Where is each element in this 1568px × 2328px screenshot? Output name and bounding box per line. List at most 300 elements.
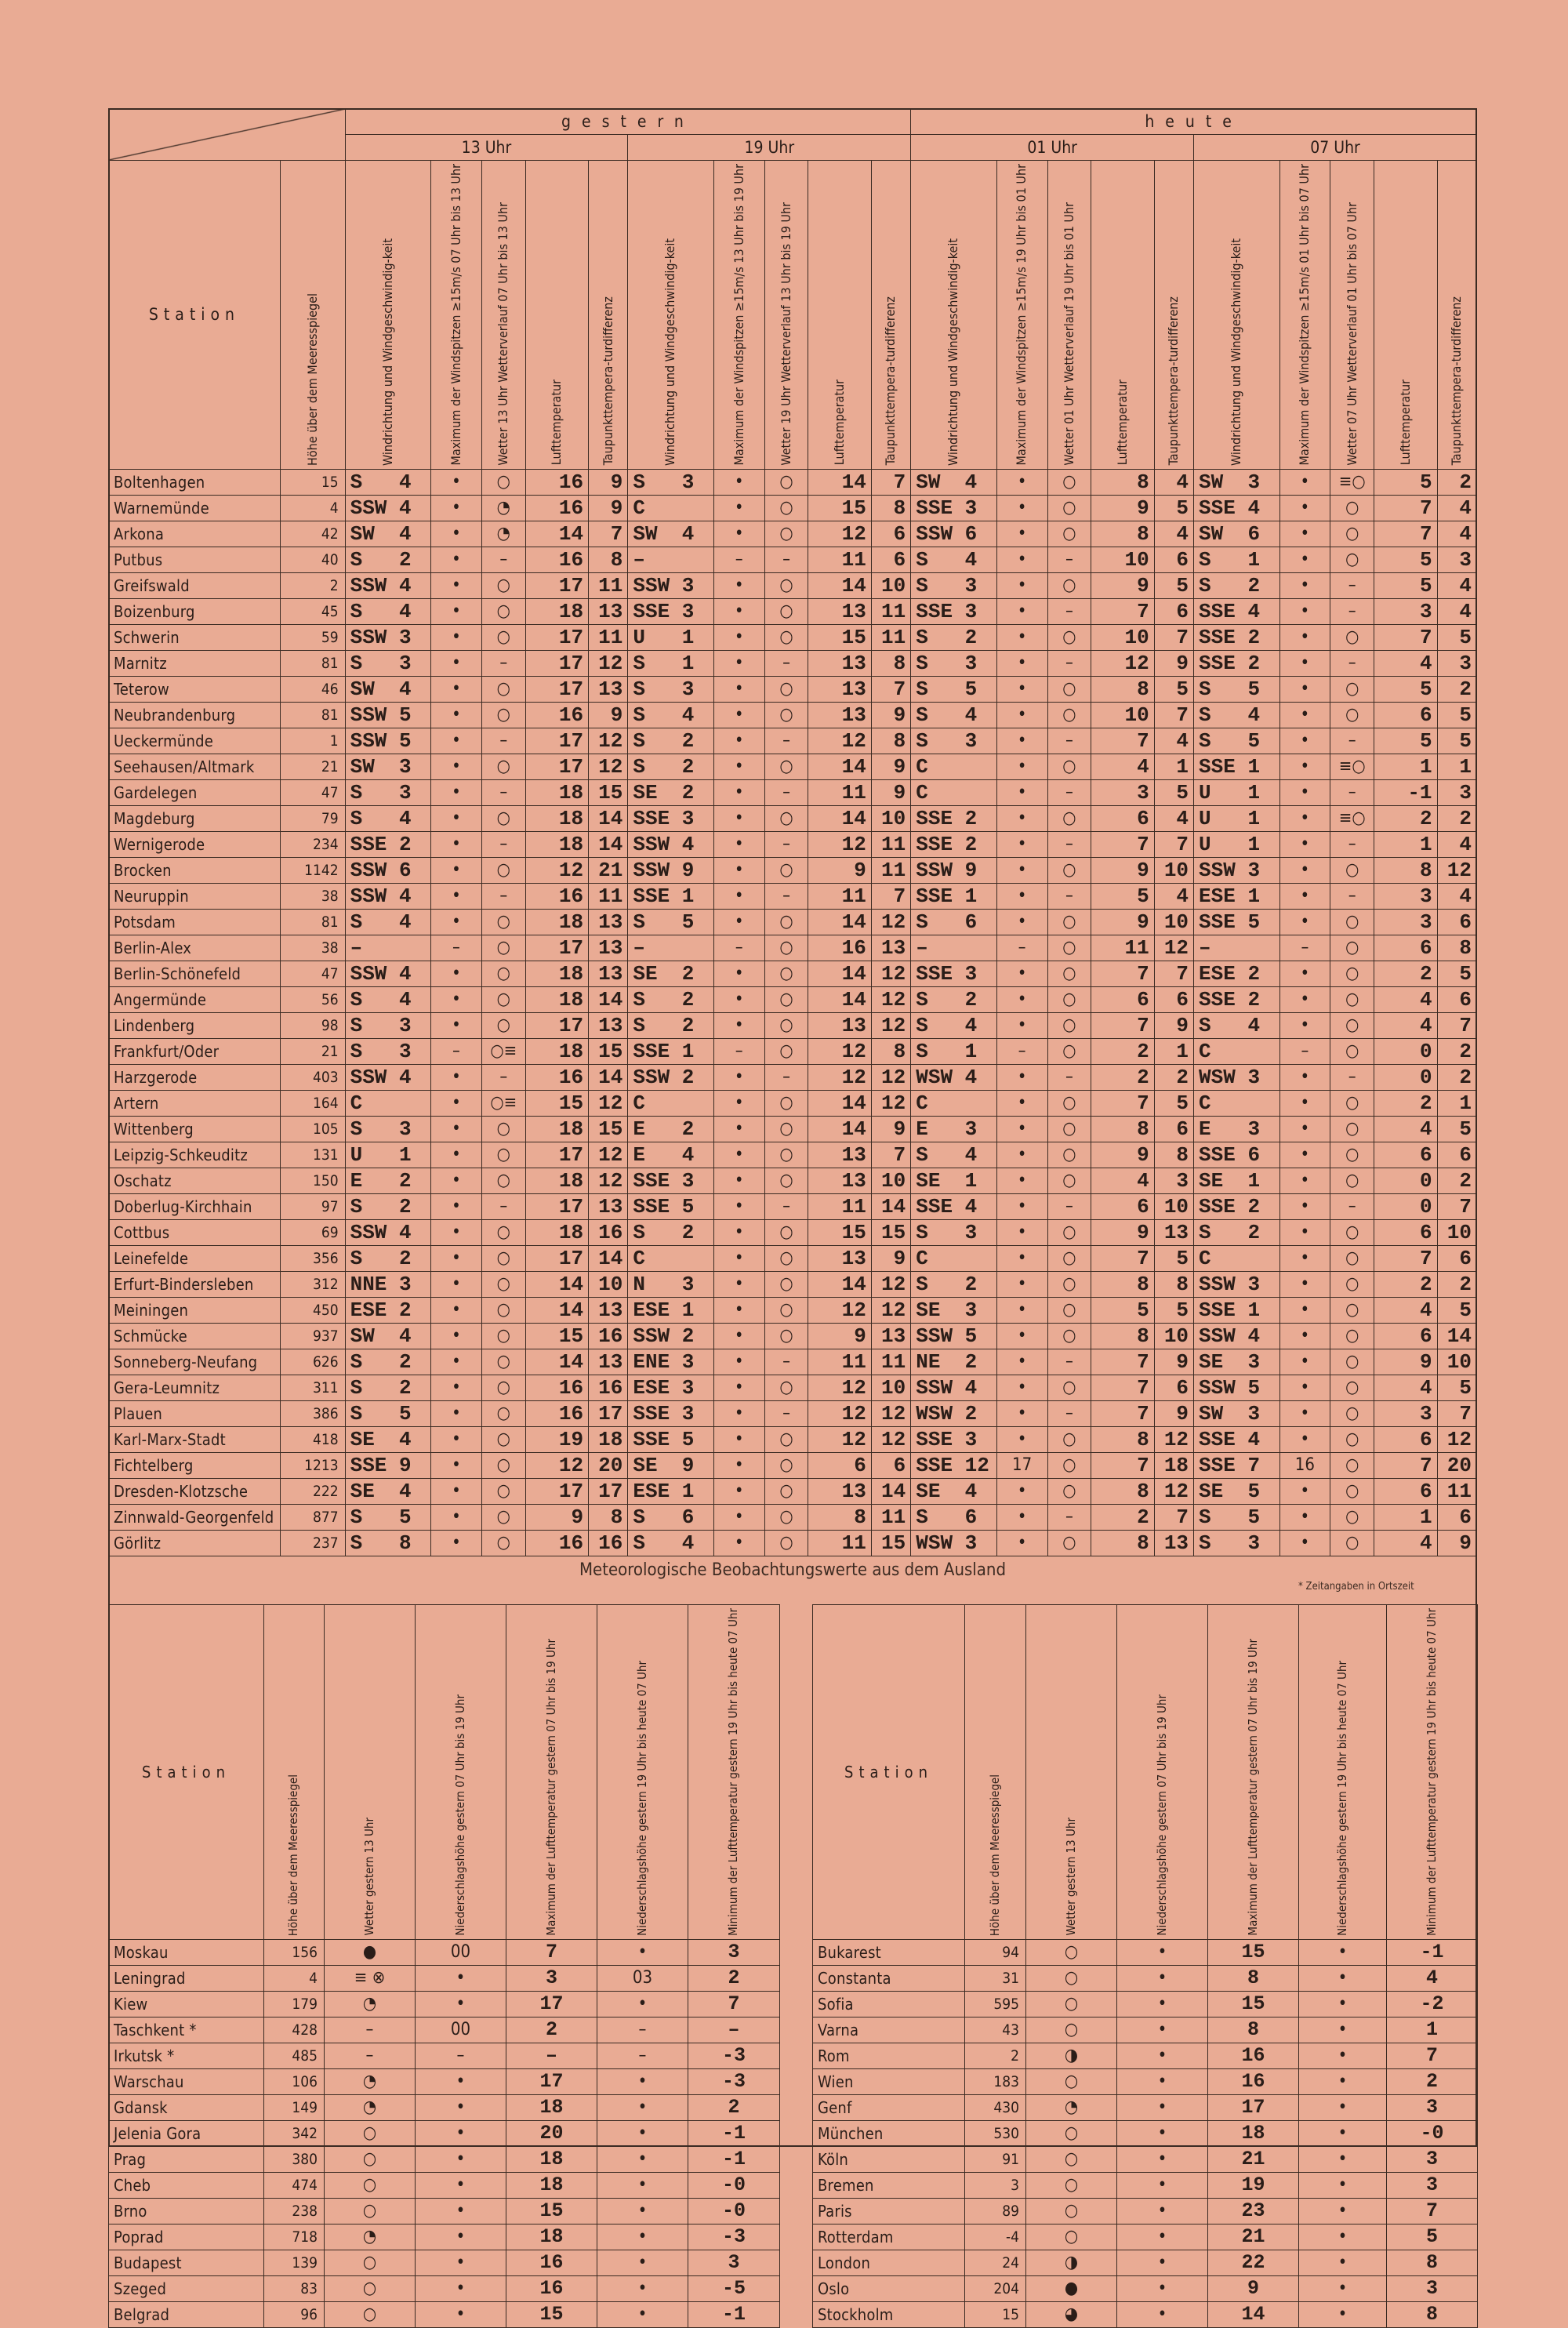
obs-cell: SSE 1 — [628, 883, 713, 909]
obs-cell: ○ — [1330, 676, 1374, 702]
obs-cell: SE 1 — [1194, 1168, 1279, 1193]
obs-cell: 5 — [1374, 469, 1437, 495]
obs-cell: 12 — [871, 1426, 910, 1452]
obs-cell: • — [431, 779, 482, 805]
obs-cell: ○ — [1330, 1504, 1374, 1530]
table-row — [109, 1400, 1477, 1426]
obs-cell: S 4 — [345, 469, 430, 495]
obs-cell: • — [996, 1530, 1047, 1556]
obs-cell: • — [1299, 2146, 1387, 2172]
obs-cell: 4 — [1374, 1297, 1437, 1323]
obs-cell: ○ — [1330, 1426, 1374, 1452]
obs-cell: ○ — [1047, 1245, 1091, 1271]
col-header-cols19-2: Wetter 19 Uhr Wetterverlauf 13 Uhr bis 19 Uhr — [764, 161, 808, 470]
obs-cell: SSW 5 — [345, 702, 430, 728]
obs-cell: • — [1279, 961, 1330, 986]
obs-cell: 13 — [808, 1245, 871, 1271]
station-height: 2 — [280, 572, 345, 598]
obs-cell: 10 — [1437, 1219, 1476, 1245]
obs-cell: ○ — [481, 805, 525, 831]
station-height: 15 — [280, 469, 345, 495]
obs-cell: C — [628, 1090, 713, 1116]
obs-cell: S 5 — [1194, 1504, 1279, 1530]
obs-cell: • — [713, 1323, 764, 1349]
obs-cell: • — [713, 495, 764, 521]
obs-cell: 13 — [808, 1168, 871, 1193]
obs-cell: – — [1047, 831, 1091, 857]
table-row — [813, 2120, 1478, 2146]
obs-cell: – — [1047, 1349, 1091, 1375]
obs-cell: 12 — [808, 1038, 871, 1064]
station-height: 222 — [280, 1478, 345, 1504]
station-height: 380 — [264, 2146, 325, 2172]
obs-cell: – — [1330, 728, 1374, 754]
time-01-uhr: 01 Uhr — [911, 135, 1194, 161]
obs-cell: 10 — [1091, 702, 1154, 728]
obs-cell: 8 — [1091, 1478, 1154, 1504]
obs-cell: SSW 4 — [345, 1219, 430, 1245]
obs-cell: • — [416, 2198, 506, 2224]
obs-cell: 1 — [1374, 831, 1437, 857]
obs-cell: • — [996, 624, 1047, 650]
obs-cell: • — [597, 2224, 688, 2250]
obs-cell: 13 — [589, 909, 628, 935]
obs-cell: 8 — [589, 1504, 628, 1530]
obs-cell: 10 — [871, 1168, 910, 1193]
obs-cell: ○ — [1047, 857, 1091, 883]
obs-cell: 13 — [808, 1012, 871, 1038]
obs-cell: C — [345, 1090, 430, 1116]
obs-cell: ◔ — [325, 2094, 416, 2120]
obs-cell: 12 — [871, 1064, 910, 1090]
obs-cell: U 1 — [345, 1142, 430, 1168]
obs-cell: 5 — [1387, 2224, 1478, 2250]
station-height: 626 — [280, 1349, 345, 1375]
obs-cell: – — [1330, 650, 1374, 676]
obs-cell: 16 — [525, 495, 588, 521]
obs-cell: 6 — [871, 521, 910, 547]
obs-cell: SSW 4 — [345, 1064, 430, 1090]
obs-cell: 18 — [506, 2146, 597, 2172]
obs-cell: – — [481, 831, 525, 857]
obs-cell: ○ — [1330, 1452, 1374, 1478]
table-row — [109, 986, 1477, 1012]
obs-cell: ○ — [481, 754, 525, 779]
obs-cell: 8 — [1091, 1530, 1154, 1556]
station-name: Artern — [109, 1090, 281, 1116]
obs-cell: SSW 3 — [1194, 857, 1279, 883]
obs-cell: 13 — [871, 1323, 910, 1349]
obs-cell: C — [911, 779, 996, 805]
obs-cell: S 4 — [911, 547, 996, 572]
station-name: Erfurt-Bindersleben — [109, 1271, 281, 1297]
obs-cell: ○ — [764, 805, 808, 831]
obs-cell: 7 — [1387, 2198, 1478, 2224]
obs-cell: 3 — [1374, 883, 1437, 909]
obs-cell: S 3 — [345, 779, 430, 805]
obs-cell: ◔ — [325, 1991, 416, 2017]
obs-cell: 17 — [525, 1478, 588, 1504]
obs-cell: 4 — [1374, 650, 1437, 676]
obs-cell: ○ — [1047, 624, 1091, 650]
obs-cell: 8 — [1091, 1116, 1154, 1142]
obs-cell: ○ — [481, 1426, 525, 1452]
obs-cell: – — [911, 935, 996, 961]
obs-cell: • — [1279, 1193, 1330, 1219]
obs-cell: 4 — [1374, 1012, 1437, 1038]
obs-cell: ≡○ — [1330, 754, 1374, 779]
table-row — [109, 2146, 780, 2172]
obs-cell: 6 — [1374, 935, 1437, 961]
obs-cell: 7 — [1154, 831, 1193, 857]
obs-cell: ○≡ — [481, 1038, 525, 1064]
obs-cell: 11 — [808, 1349, 871, 1375]
obs-cell: • — [431, 1323, 482, 1349]
obs-cell: ○ — [764, 1478, 808, 1504]
obs-cell: ○ — [1026, 2068, 1117, 2094]
obs-cell: • — [713, 754, 764, 779]
obs-cell: 15 — [589, 779, 628, 805]
obs-cell: • — [1299, 2301, 1387, 2327]
obs-cell: ○ — [1330, 935, 1374, 961]
station-name: Fichtelberg — [109, 1452, 281, 1478]
obs-cell: 15 — [589, 1038, 628, 1064]
obs-cell: ○ — [1047, 986, 1091, 1012]
obs-cell: ○ — [1047, 1219, 1091, 1245]
obs-cell: • — [1299, 2120, 1387, 2146]
obs-cell: 4 — [1091, 754, 1154, 779]
obs-cell: 17 — [1208, 2094, 1299, 2120]
obs-cell: 18 — [506, 2094, 597, 2120]
obs-cell: ○ — [481, 598, 525, 624]
station-height: 59 — [280, 624, 345, 650]
station-height: 81 — [280, 702, 345, 728]
obs-cell: ○ — [481, 935, 525, 961]
obs-cell: • — [431, 1297, 482, 1323]
station-height: 164 — [280, 1090, 345, 1116]
obs-cell: -5 — [688, 2275, 780, 2301]
obs-cell: • — [1279, 1168, 1330, 1193]
obs-cell: 13 — [589, 676, 628, 702]
obs-cell: ESE 1 — [628, 1478, 713, 1504]
station-name: London — [813, 2250, 965, 2275]
obs-cell: • — [713, 1504, 764, 1530]
obs-cell: SSE 2 — [345, 831, 430, 857]
obs-cell: 13 — [589, 935, 628, 961]
obs-cell: ○ — [764, 1271, 808, 1297]
obs-cell: ≡ ⊗ — [325, 1965, 416, 1991]
station-name: Leningrad — [109, 1965, 264, 1991]
table-row — [109, 1965, 780, 1991]
obs-cell: 6 — [1154, 547, 1193, 572]
station-name: Schwerin — [109, 624, 281, 650]
obs-cell: C — [911, 1090, 996, 1116]
station-name: Jelenia Gora — [109, 2120, 264, 2146]
obs-cell: • — [1279, 1297, 1330, 1323]
obs-cell: SSW 4 — [345, 572, 430, 598]
obs-cell: • — [431, 1530, 482, 1556]
col-header-cols07-2: Wetter 07 Uhr Wetterverlauf 01 Uhr bis 07 Uhr — [1330, 161, 1374, 470]
obs-cell: 2 — [688, 1965, 780, 1991]
obs-cell: • — [597, 2198, 688, 2224]
obs-cell: ○ — [764, 624, 808, 650]
obs-cell: U 1 — [1194, 831, 1279, 857]
obs-cell: • — [1299, 2250, 1387, 2275]
obs-cell: ○ — [1330, 1400, 1374, 1426]
obs-cell: 9 — [871, 1116, 910, 1142]
obs-cell: • — [1279, 1426, 1330, 1452]
obs-cell: – — [713, 935, 764, 961]
obs-cell: – — [416, 2043, 506, 2068]
obs-cell: 7 — [1374, 521, 1437, 547]
obs-cell: SE 9 — [628, 1452, 713, 1478]
obs-cell: S 2 — [345, 1193, 430, 1219]
obs-cell: • — [713, 1478, 764, 1504]
obs-cell: ○ — [481, 572, 525, 598]
obs-cell: 9 — [589, 495, 628, 521]
obs-cell: 10 — [1154, 1323, 1193, 1349]
obs-cell: • — [431, 598, 482, 624]
obs-cell: • — [713, 1271, 764, 1297]
obs-cell: ○ — [1330, 1245, 1374, 1271]
obs-cell: – — [1330, 572, 1374, 598]
obs-cell: 13 — [589, 1193, 628, 1219]
obs-cell: • — [1279, 469, 1330, 495]
obs-cell: C — [911, 1245, 996, 1271]
obs-cell: 16 — [525, 702, 588, 728]
obs-cell: ○ — [325, 2146, 416, 2172]
table-row — [813, 1939, 1478, 1965]
obs-cell: • — [1279, 598, 1330, 624]
obs-cell: C — [628, 495, 713, 521]
col-header-cols13-2: Wetter 13 Uhr Wetterverlauf 07 Uhr bis 13 Uhr — [481, 161, 525, 470]
table-row — [109, 1991, 780, 2017]
obs-cell: S 4 — [628, 1530, 713, 1556]
obs-cell: 8 — [808, 1504, 871, 1530]
obs-cell: • — [416, 2224, 506, 2250]
col-header-cols19-0: Windrichtung und Windgeschwindig-keit — [628, 161, 713, 470]
obs-cell: 15 — [506, 2301, 597, 2327]
obs-cell: SSW 3 — [1194, 1271, 1279, 1297]
col-header-cols01-3: Lufttemperatur — [1091, 161, 1154, 470]
obs-cell: – — [1047, 779, 1091, 805]
obs-cell: ○ — [1330, 702, 1374, 728]
obs-cell: • — [1299, 2275, 1387, 2301]
obs-cell: 18 — [525, 1168, 588, 1193]
table-row — [813, 2094, 1478, 2120]
obs-cell: 17 — [996, 1452, 1047, 1478]
station-name: Prag — [109, 2146, 264, 2172]
obs-cell: 6 — [1437, 1142, 1476, 1168]
obs-cell: ○ — [764, 909, 808, 935]
obs-cell: SSW 5 — [345, 728, 430, 754]
obs-cell: 9 — [808, 1323, 871, 1349]
station-name: Ueckermünde — [109, 728, 281, 754]
obs-cell: ○ — [764, 1038, 808, 1064]
station-name: Rotterdam — [813, 2224, 965, 2250]
obs-cell: S 4 — [911, 702, 996, 728]
foreign-table-right — [812, 1604, 1478, 2328]
obs-cell: SSE 4 — [1194, 598, 1279, 624]
obs-cell: • — [431, 1012, 482, 1038]
obs-cell: 16 — [525, 1375, 588, 1400]
obs-cell: ○ — [764, 1504, 808, 1530]
table-row — [109, 961, 1477, 986]
obs-cell: 6 — [1091, 1193, 1154, 1219]
obs-cell: 7 — [1091, 831, 1154, 857]
station-name: Budapest — [109, 2250, 264, 2275]
obs-cell: ○ — [764, 521, 808, 547]
obs-cell: 3 — [1374, 598, 1437, 624]
obs-cell: 13 — [808, 676, 871, 702]
obs-cell: 16 — [589, 1219, 628, 1245]
table-row — [109, 1323, 1477, 1349]
obs-cell: 11 — [808, 779, 871, 805]
obs-cell: • — [713, 598, 764, 624]
obs-cell: • — [713, 1375, 764, 1400]
obs-cell: ○ — [1047, 1090, 1091, 1116]
obs-cell: 13 — [589, 1297, 628, 1323]
obs-cell: SW 3 — [1194, 1400, 1279, 1426]
obs-cell: • — [996, 1349, 1047, 1375]
obs-cell: • — [713, 1168, 764, 1193]
obs-cell: • — [713, 650, 764, 676]
obs-cell: 12 — [871, 909, 910, 935]
group-heute: heute — [911, 109, 1477, 135]
obs-cell: 5 — [1437, 1375, 1476, 1400]
obs-cell: ○ — [1047, 1375, 1091, 1400]
obs-cell: 7 — [1091, 1452, 1154, 1478]
obs-cell: • — [996, 1219, 1047, 1245]
obs-cell: • — [431, 547, 482, 572]
obs-cell: 5 — [1437, 702, 1476, 728]
station-name: Leipzig-Schkeuditz — [109, 1142, 281, 1168]
obs-cell: SSE 4 — [1194, 1426, 1279, 1452]
obs-cell: 6 — [1374, 1323, 1437, 1349]
obs-cell: 0 — [1374, 1168, 1437, 1193]
table-row — [109, 650, 1477, 676]
obs-cell: ○ — [1047, 1297, 1091, 1323]
obs-cell: • — [1117, 2017, 1208, 2043]
obs-cell: • — [431, 909, 482, 935]
obs-cell: 17 — [525, 572, 588, 598]
obs-cell: • — [713, 1064, 764, 1090]
obs-cell: SSW 2 — [628, 1323, 713, 1349]
obs-cell: 15 — [808, 1219, 871, 1245]
obs-cell: 15 — [525, 1090, 588, 1116]
obs-cell: • — [416, 2301, 506, 2327]
table-row — [109, 728, 1477, 754]
station-name: Gardelegen — [109, 779, 281, 805]
obs-cell: S 1 — [911, 1038, 996, 1064]
obs-cell: 13 — [808, 650, 871, 676]
obs-cell: – — [764, 831, 808, 857]
obs-cell: 16 — [1279, 1452, 1330, 1478]
obs-cell: 17 — [525, 754, 588, 779]
obs-cell: ≡○ — [1330, 805, 1374, 831]
obs-cell: 7 — [1091, 728, 1154, 754]
obs-cell: ESE 1 — [628, 1297, 713, 1323]
obs-cell: S 2 — [628, 754, 713, 779]
obs-cell: 16 — [525, 1400, 588, 1426]
obs-cell: ◑ — [1026, 2250, 1117, 2275]
obs-cell: ○ — [481, 1478, 525, 1504]
obs-cell: • — [713, 961, 764, 986]
obs-cell: 16 — [808, 935, 871, 961]
obs-cell: 7 — [1091, 1090, 1154, 1116]
station-name: Karl-Marx-Stadt — [109, 1426, 281, 1452]
obs-cell: 7 — [1437, 1193, 1476, 1219]
obs-cell: SSW 9 — [628, 857, 713, 883]
obs-cell: 6 — [871, 1452, 910, 1478]
obs-cell: 12 — [871, 1400, 910, 1426]
obs-cell: ○ — [764, 1375, 808, 1400]
station-height: 46 — [280, 676, 345, 702]
obs-cell: – — [764, 1064, 808, 1090]
obs-cell: – — [764, 547, 808, 572]
obs-cell: ○ — [325, 2172, 416, 2198]
obs-cell: ○ — [481, 961, 525, 986]
obs-cell: 12 — [589, 1090, 628, 1116]
obs-cell: ○ — [481, 1323, 525, 1349]
obs-cell: 4 — [1154, 521, 1193, 547]
obs-cell: S 3 — [911, 572, 996, 598]
obs-cell: – — [1047, 1064, 1091, 1090]
obs-cell: S 5 — [345, 1400, 430, 1426]
obs-cell: 16 — [525, 883, 588, 909]
obs-cell: ○ — [1047, 1038, 1091, 1064]
obs-cell: 20 — [589, 1452, 628, 1478]
obs-cell: • — [1279, 728, 1330, 754]
obs-cell: ○ — [481, 1349, 525, 1375]
station-height: 937 — [280, 1323, 345, 1349]
obs-cell: -1 — [1387, 1939, 1478, 1965]
obs-cell: • — [996, 728, 1047, 754]
obs-cell: 11 — [589, 883, 628, 909]
obs-cell: 12 — [808, 1064, 871, 1090]
obs-cell: ○ — [1026, 2172, 1117, 2198]
obs-cell: SE 1 — [911, 1168, 996, 1193]
obs-cell: 7 — [1154, 702, 1193, 728]
obs-cell: • — [996, 676, 1047, 702]
obs-cell: 3 — [1387, 2172, 1478, 2198]
obs-cell: • — [996, 1426, 1047, 1452]
obs-cell: 3 — [688, 1939, 780, 1965]
obs-cell: -1 — [688, 2301, 780, 2327]
station-height: 430 — [965, 2094, 1026, 2120]
obs-cell: 2 — [1437, 1038, 1476, 1064]
obs-cell: 18 — [525, 779, 588, 805]
station-height: 179 — [264, 1991, 325, 2017]
obs-cell: – — [1279, 935, 1330, 961]
obs-cell: 8 — [1091, 469, 1154, 495]
table-row — [109, 1452, 1477, 1478]
obs-cell: 14 — [589, 1064, 628, 1090]
table-row — [109, 676, 1477, 702]
obs-cell: 3 — [1387, 2094, 1478, 2120]
col-header-cols13-1: Maximum der Windspitzen ≥15m/s 07 Uhr bis 13 Uhr — [431, 161, 482, 470]
col-header-cols01-4: Taupunkttempera-turdifferenz — [1154, 161, 1193, 470]
obs-cell: 12 — [808, 1400, 871, 1426]
station-name: Harzgerode — [109, 1064, 281, 1090]
obs-cell: 11 — [808, 1530, 871, 1556]
table-row — [109, 1504, 1477, 1530]
col-header-cols01-1: Maximum der Windspitzen ≥15m/s 19 Uhr bis 01 Uhr — [996, 161, 1047, 470]
obs-cell: SE 3 — [911, 1297, 996, 1323]
obs-cell: 1 — [1154, 754, 1193, 779]
obs-cell: 11 — [808, 547, 871, 572]
obs-cell: ○ — [1026, 2224, 1117, 2250]
